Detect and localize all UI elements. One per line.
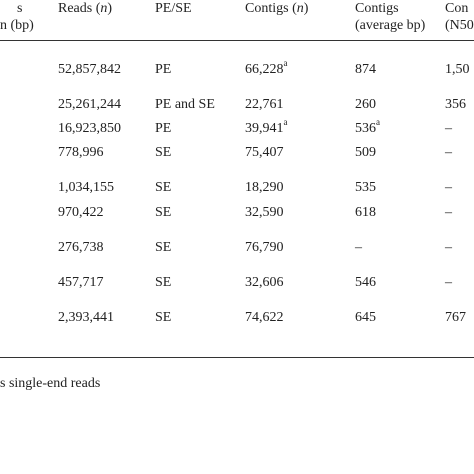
cell-n50-value: – [445, 275, 452, 290]
header-reads-suffix: ) [107, 1, 113, 16]
header-contigs-avg-line1: Contigs [355, 1, 399, 16]
cell-contigs [245, 240, 284, 256]
cell-reads [58, 145, 104, 161]
cell-avg-value: 874 [355, 62, 376, 77]
cell-avg [355, 62, 376, 78]
cell-contigs [245, 117, 288, 137]
cell-reads [58, 240, 104, 256]
header-contigs-avg-line2: (average bp) [355, 18, 426, 33]
footnote: s single-end reads [0, 376, 101, 391]
cell-contigs-value: 39,941 [245, 121, 284, 136]
bottom-rule [0, 357, 474, 358]
header-reads-var: n [100, 1, 108, 16]
cell-reads-value: 2,393,441 [58, 310, 114, 325]
cell-avg-value: 536 [355, 121, 376, 136]
cell-pese-value: SE [155, 180, 172, 195]
cell-n50 [445, 97, 466, 113]
cell-n50-value: – [445, 121, 452, 136]
cell-avg-value: 618 [355, 205, 376, 220]
cell-pese [155, 62, 171, 78]
cell-contigs [245, 97, 284, 113]
cell-contigs [245, 180, 284, 196]
cell-pese-value: SE [155, 145, 172, 160]
cell-n50 [445, 62, 470, 78]
cell-n50 [445, 275, 452, 291]
cell-n50 [445, 310, 466, 326]
header-reads-prefix: Reads ( [58, 1, 101, 16]
cell-pese-value: SE [155, 240, 172, 255]
cell-pese [155, 121, 171, 137]
header-rule [0, 40, 474, 41]
cell-reads [58, 121, 121, 137]
header-contigs-prefix: Contigs ( [245, 1, 297, 16]
cell-contigs-value: 74,622 [245, 310, 284, 325]
header-length-line2: n (bp) [0, 18, 34, 33]
cell-avg-value: – [355, 240, 362, 255]
cell-avg [355, 240, 362, 256]
cell-n50-value: – [445, 240, 452, 255]
cell-pese-value: SE [155, 310, 172, 325]
cell-n50-value: – [445, 145, 452, 160]
cell-pese-value: PE [155, 121, 172, 136]
cell-avg [355, 275, 376, 291]
cell-n50 [445, 145, 452, 161]
cell-contigs [245, 205, 284, 221]
cell-contigs-value: 22,761 [245, 97, 284, 112]
cell-avg-value: 535 [355, 180, 376, 195]
header-n50-line2: (N50 [445, 18, 474, 33]
cell-avg-footnote-mark: a [376, 117, 380, 128]
cell-pese-value: SE [155, 275, 172, 290]
cell-pese [155, 145, 171, 161]
cell-contigs [245, 58, 288, 78]
cell-reads [58, 180, 114, 196]
cell-reads-value: 457,717 [58, 275, 104, 290]
cell-avg [355, 117, 380, 137]
cell-reads [58, 205, 104, 221]
cell-contigs-value: 18,290 [245, 180, 284, 195]
cell-n50 [445, 205, 452, 221]
cell-avg-value: 260 [355, 97, 376, 112]
cell-reads [58, 275, 104, 291]
cell-reads-value: 778,996 [58, 145, 104, 160]
cell-reads-value: 52,857,842 [58, 62, 121, 77]
cell-contigs-value: 66,228 [245, 62, 284, 77]
cell-n50-value: – [445, 180, 452, 195]
header-contigs [245, 0, 308, 17]
cell-n50-value: 767 [445, 310, 466, 325]
cell-contigs-value: 32,606 [245, 275, 284, 290]
cell-reads-value: 970,422 [58, 205, 104, 220]
cell-avg-value: 509 [355, 145, 376, 160]
cell-avg [355, 97, 376, 113]
cell-reads [58, 62, 121, 78]
cell-contigs-value: 75,407 [245, 145, 284, 160]
cell-reads [58, 310, 114, 326]
cell-avg-value: 645 [355, 310, 376, 325]
cell-avg-value: 546 [355, 275, 376, 290]
cell-avg [355, 205, 376, 221]
cell-reads-value: 1,034,155 [58, 180, 114, 195]
header-n50-line1: Con [445, 1, 469, 16]
cell-avg [355, 180, 376, 196]
cell-contigs-footnote-mark: a [283, 58, 288, 69]
cell-contigs-value: 32,590 [245, 205, 284, 220]
cell-pese [155, 205, 171, 221]
cell-pese-value: PE [155, 62, 172, 77]
header-contigs-suffix: ) [303, 1, 309, 16]
cell-reads-value: 16,923,850 [58, 121, 121, 136]
cell-pese [155, 240, 171, 256]
header-length-line1: s [17, 1, 23, 16]
cell-pese [155, 310, 171, 326]
header-contigs-var: n [296, 1, 304, 16]
cell-contigs-value: 76,790 [245, 240, 284, 255]
cell-n50-value: – [445, 205, 452, 220]
header-reads [58, 0, 112, 17]
cell-avg [355, 145, 376, 161]
cell-n50-value: 1,50 [445, 62, 470, 77]
cell-pese [155, 275, 171, 291]
cell-n50-value: 356 [445, 97, 466, 112]
header-pese: PE/SE [155, 1, 192, 16]
cell-contigs [245, 145, 284, 161]
cell-n50 [445, 121, 452, 137]
cell-reads [58, 97, 121, 113]
cell-n50 [445, 180, 452, 196]
cell-pese [155, 97, 215, 113]
cell-avg [355, 310, 376, 326]
cell-pese-value: SE [155, 205, 172, 220]
cell-contigs [245, 310, 284, 326]
cell-reads-value: 25,261,244 [58, 97, 121, 112]
cell-contigs [245, 275, 284, 291]
cell-pese-value: PE and SE [155, 97, 215, 112]
cell-n50 [445, 240, 452, 256]
cell-contigs-footnote-mark: a [283, 117, 288, 128]
cell-pese [155, 180, 171, 196]
cell-reads-value: 276,738 [58, 240, 104, 255]
